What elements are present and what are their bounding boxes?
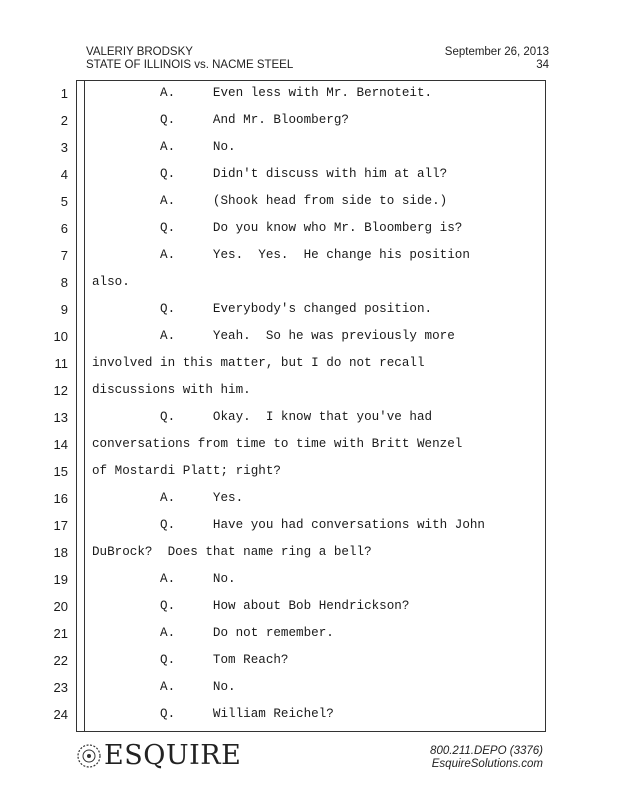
line-text: DuBrock? Does that name ring a bell? (92, 545, 372, 559)
transcript-line (0, 270, 619, 297)
line-text: Q. Okay. I know that you've had (92, 410, 433, 424)
footer-contact (430, 745, 543, 771)
line-number: 18 (53, 545, 68, 560)
line-number: 2 (60, 113, 68, 128)
line-number: 17 (53, 518, 68, 533)
transcript-line (0, 405, 619, 432)
transcript-line (0, 324, 619, 351)
transcript-line (0, 459, 619, 486)
line-number: 22 (53, 653, 68, 668)
line-number: 20 (53, 599, 68, 614)
line-text: A. No. (92, 680, 236, 694)
line-number: 13 (53, 410, 68, 425)
line-text: A. Yes. Yes. He change his position (92, 248, 470, 262)
transcript-line (0, 81, 619, 108)
transcript-line (0, 432, 619, 459)
transcript-line (0, 216, 619, 243)
line-number: 9 (60, 302, 68, 317)
footer-phone: 800.211.DEPO (3376) (430, 745, 543, 757)
line-number: 23 (53, 680, 68, 695)
line-number: 16 (53, 491, 68, 506)
transcript-line (0, 621, 619, 648)
line-text: A. No. (92, 140, 236, 154)
esquire-logo (76, 740, 241, 771)
transcript-line (0, 162, 619, 189)
line-number: 12 (53, 383, 68, 398)
transcript-line (0, 648, 619, 675)
line-text: of Mostardi Platt; right? (92, 464, 281, 478)
footer-website: EsquireSolutions.com (431, 758, 543, 770)
line-text: Q. William Reichel? (92, 707, 334, 721)
line-number: 10 (53, 329, 68, 344)
transcript-line (0, 702, 619, 729)
transcript-line (0, 540, 619, 567)
line-number: 14 (53, 437, 68, 452)
line-text: A. Yeah. So he was previously more (92, 329, 455, 343)
line-number: 24 (53, 707, 68, 722)
line-number: 6 (60, 221, 68, 236)
line-text: Q. Tom Reach? (92, 653, 289, 667)
header-left (86, 46, 293, 72)
transcript-line (0, 351, 619, 378)
page-number: 34 (536, 59, 549, 71)
line-text: Q. And Mr. Bloomberg? (92, 113, 349, 127)
line-text: involved in this matter, but I do not recall (92, 356, 425, 370)
line-text: Q. How about Bob Hendrickson? (92, 599, 410, 613)
transcript-line (0, 297, 619, 324)
line-text: A. Do not remember. (92, 626, 334, 640)
deposition-date: September 26, 2013 (444, 46, 549, 58)
transcript-line (0, 675, 619, 702)
line-number: 15 (53, 464, 68, 479)
case-name: STATE OF ILLINOIS vs. NACME STEEL (86, 59, 294, 71)
line-text: Q. Have you had conversations with John (92, 518, 485, 532)
line-text: Q. Do you know who Mr. Bloomberg is? (92, 221, 463, 235)
line-number: 19 (53, 572, 68, 587)
header-right (445, 46, 549, 72)
line-number: 4 (60, 167, 68, 182)
transcript-line (0, 378, 619, 405)
line-text: also. (92, 275, 130, 289)
line-text: A. Yes. (92, 491, 244, 505)
line-number: 7 (60, 248, 68, 263)
line-number: 8 (60, 275, 68, 290)
witness-name: VALERIY BRODSKY (86, 46, 193, 58)
transcript-line (0, 594, 619, 621)
transcript-line (0, 567, 619, 594)
transcript-line (0, 486, 619, 513)
line-text: A. Even less with Mr. Bernoteit. (92, 86, 433, 100)
logo-text: ESQUIRE (104, 740, 242, 771)
line-text: A. No. (92, 572, 236, 586)
line-text: Q. Everybody's changed position. (92, 302, 433, 316)
line-text: A. (Shook head from side to side.) (92, 194, 448, 208)
transcript-line (0, 135, 619, 162)
esquire-seal-icon (76, 743, 102, 769)
line-number: 3 (60, 140, 68, 155)
line-number: 5 (60, 194, 68, 209)
transcript-line (0, 513, 619, 540)
transcript-line (0, 108, 619, 135)
line-text: Q. Didn't discuss with him at all? (92, 167, 448, 181)
line-number: 21 (53, 626, 68, 641)
line-text: discussions with him. (92, 383, 251, 397)
line-number: 1 (60, 86, 68, 101)
line-text: conversations from time to time with Britt Wenzel (92, 437, 463, 451)
transcript-line (0, 189, 619, 216)
transcript-line (0, 243, 619, 270)
transcript-lines (0, 81, 619, 729)
line-number: 11 (54, 356, 68, 371)
